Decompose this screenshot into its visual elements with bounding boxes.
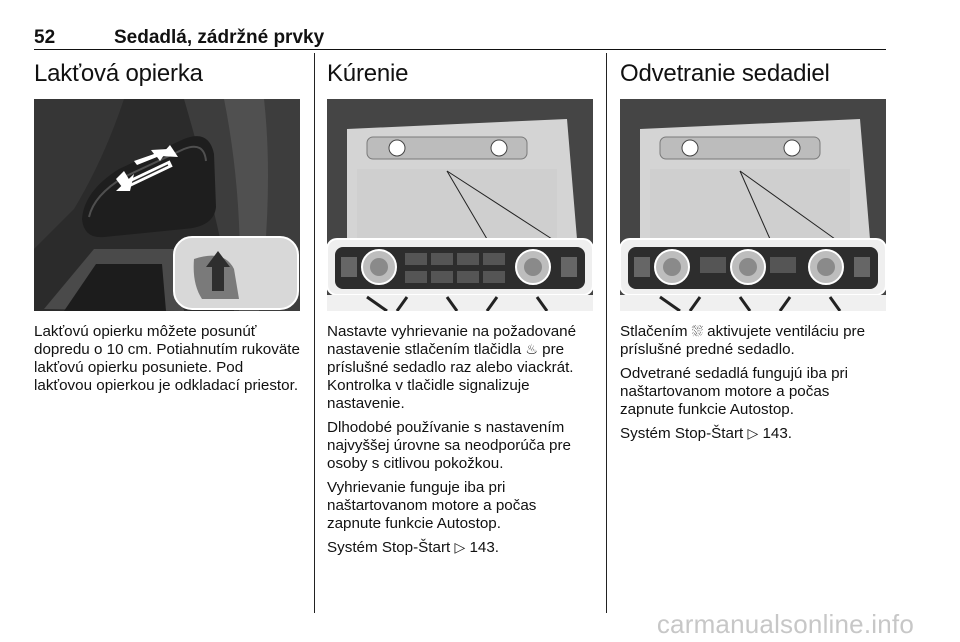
page-reference: 143.: [465, 539, 500, 556]
paragraph: Lakťovú opierku môžete posunúť dopredu o 10 cm. Potiahnutím rukoväte lakťovú opierku posuniete. Pod lakťovou opierkou je odkladací priestor.: [34, 323, 300, 394]
paragraph: Dlhodobé používanie s nastavením najvyššej úrovne sa neodporúča pre osoby s citlivou pokožkou.: [327, 419, 571, 472]
armrest-illustration: [34, 99, 300, 311]
page-header: [34, 22, 886, 50]
ventilation-section: [620, 54, 886, 449]
section-title: Lakťová opierka: [34, 60, 203, 87]
section-text: [620, 323, 886, 443]
section-title: Odvetranie sedadiel: [620, 60, 830, 87]
page-number: 52: [34, 27, 56, 48]
cross-reference-icon: ▷: [747, 426, 759, 442]
chapter-title: Sedadlá, zádržné prvky: [114, 27, 325, 48]
ventilation-controls-illustration: [620, 99, 886, 311]
column-divider: [606, 53, 607, 613]
cross-reference-icon: ▷: [454, 540, 466, 556]
text-run: Systém Stop-Štart: [620, 425, 748, 442]
paragraph: [327, 323, 593, 413]
text-run: pre príslušné sedadlo raz alebo viackrát. Kontrolka v tlačidle signalizuje nastavenie.: [327, 341, 574, 412]
seat-ventilation-icon: ⛆: [691, 324, 703, 340]
heating-controls-illustration: [327, 99, 593, 311]
column-divider: [314, 53, 315, 613]
section-title: Kúrenie: [327, 60, 409, 87]
header-divider: [34, 49, 886, 50]
watermark: carmanualsonline.info: [656, 609, 914, 639]
section-text: [327, 323, 593, 557]
paragraph: [620, 323, 886, 359]
text-run: Systém Stop-Štart: [327, 539, 455, 556]
text-run: Nastavte vyhrievanie na požadované nastavenie stlačením tlačidla: [327, 323, 577, 358]
seat-heating-icon: ♨: [525, 342, 538, 358]
heating-section: [327, 54, 593, 563]
paragraph: Odvetrané sedadlá fungujú iba pri naštartovanom motore a počas zapnute funkcie Autostop.: [620, 365, 848, 418]
page-reference: 143.: [758, 425, 793, 442]
cross-reference: [620, 425, 886, 443]
cross-reference: [327, 539, 593, 557]
paragraph: Vyhrievanie funguje iba pri naštartovanom motore a počas zapnute funkcie Autostop.: [327, 479, 537, 532]
armrest-section: [34, 54, 300, 401]
text-run: Stlačením: [620, 323, 692, 340]
text-run: aktivujete ventiláciu pre príslušné predné sedadlo.: [620, 323, 866, 358]
section-text: [34, 323, 300, 395]
